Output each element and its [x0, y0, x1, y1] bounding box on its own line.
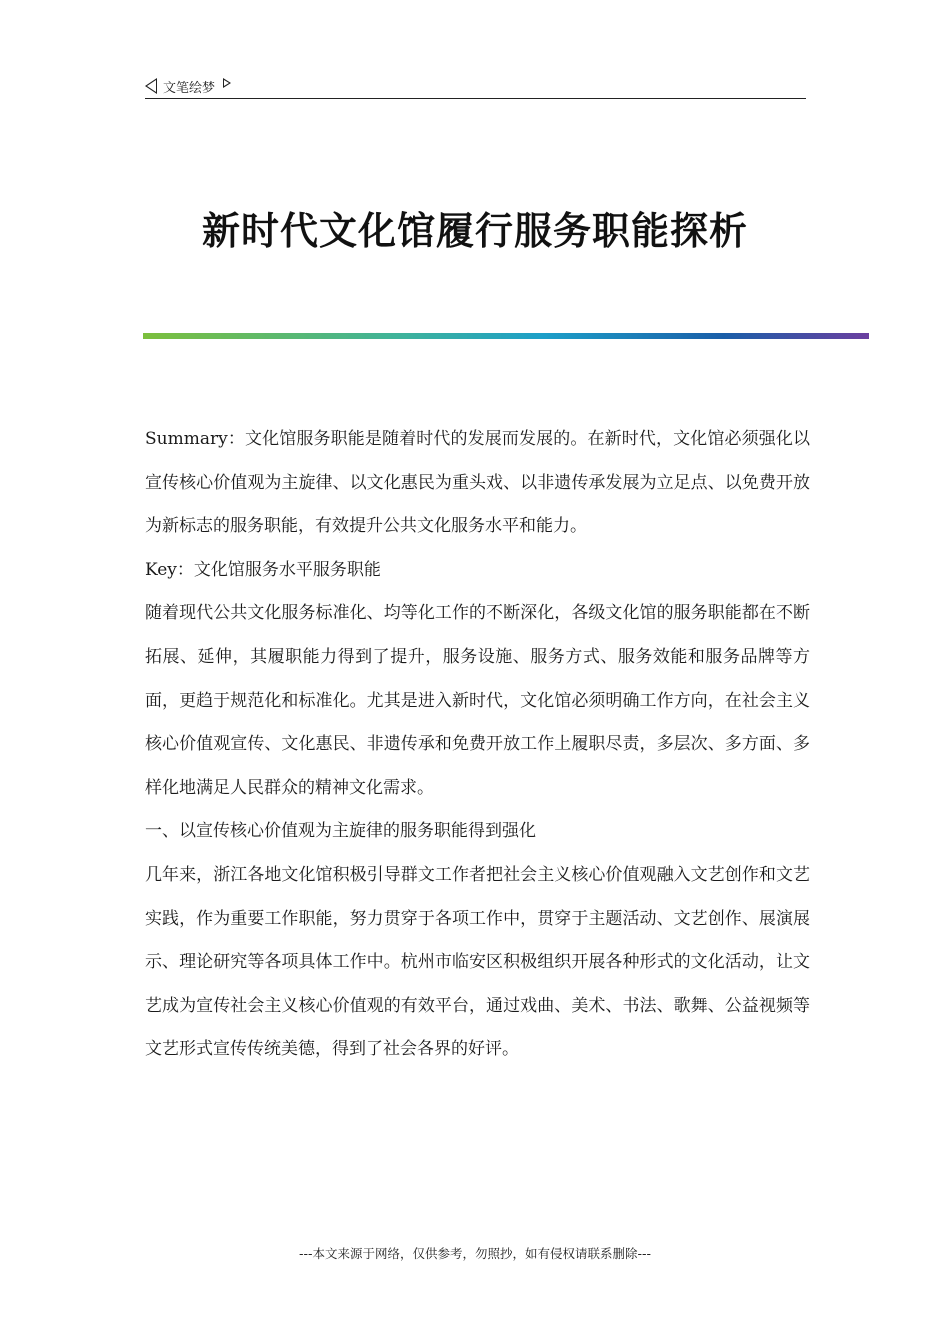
header-text: 文笔绘梦 [163, 80, 216, 96]
document-body [145, 418, 810, 1072]
triangle-left-icon [145, 78, 157, 94]
page-header [145, 74, 806, 99]
keywords-paragraph: Key：文化馆服务水平服务职能 [145, 559, 381, 580]
document-title: 新时代文化馆履行服务职能探析 [201, 208, 748, 253]
section-paragraph: 几年来，浙江各地文化馆积极引导群文工作者把社会主义核心价值观融入文艺创作和文艺实践，作为重要工作职能，努力贯穿于各项工作中，贯穿于主题活动、文艺创作、展演展示、理论研究等各项具体工作中。杭州市临安区积极组织开展各种形式的文化活动，让文艺成为宣传社会主义核心价值观的有效平台，通过戏曲、美术、书法、歌舞、公益视频等文艺形式宣传传统美德，得到了社会各界的好评。 [145, 864, 810, 1060]
summary-paragraph: Summary：文化馆服务职能是随着时代的发展而发展的。在新时代，文化馆必须强化以宣传核心价值观为主旋律、以文化惠民为重头戏、以非遗传承发展为立足点、以免费开放为新标志的服务职能，有效提升公共文化服务水平和能力。 [145, 429, 810, 537]
page-footer: ---本文来源于网络，仅供参考，勿照抄，如有侵权请联系删除--- [298, 1246, 652, 1261]
triangle-right-icon [223, 78, 231, 88]
section-heading: 一、以宣传核心价值观为主旋律的服务职能得到强化 [145, 821, 536, 842]
intro-paragraph: 随着现代公共文化服务标准化、均等化工作的不断深化，各级文化馆的服务职能都在不断拓展、延伸，其履职能力得到了提升，服务设施、服务方式、服务效能和服务品牌等方面，更趋于规范化和标准化。尤其是进入新时代，文化馆必须明确工作方向，在社会主义核心价值观宣传、文化惠民、非遗传承和免费开放工作上履职尽责，多层次、多方面、多样化地满足人民群众的精神文化需求。 [145, 603, 810, 798]
title-divider [143, 333, 869, 339]
